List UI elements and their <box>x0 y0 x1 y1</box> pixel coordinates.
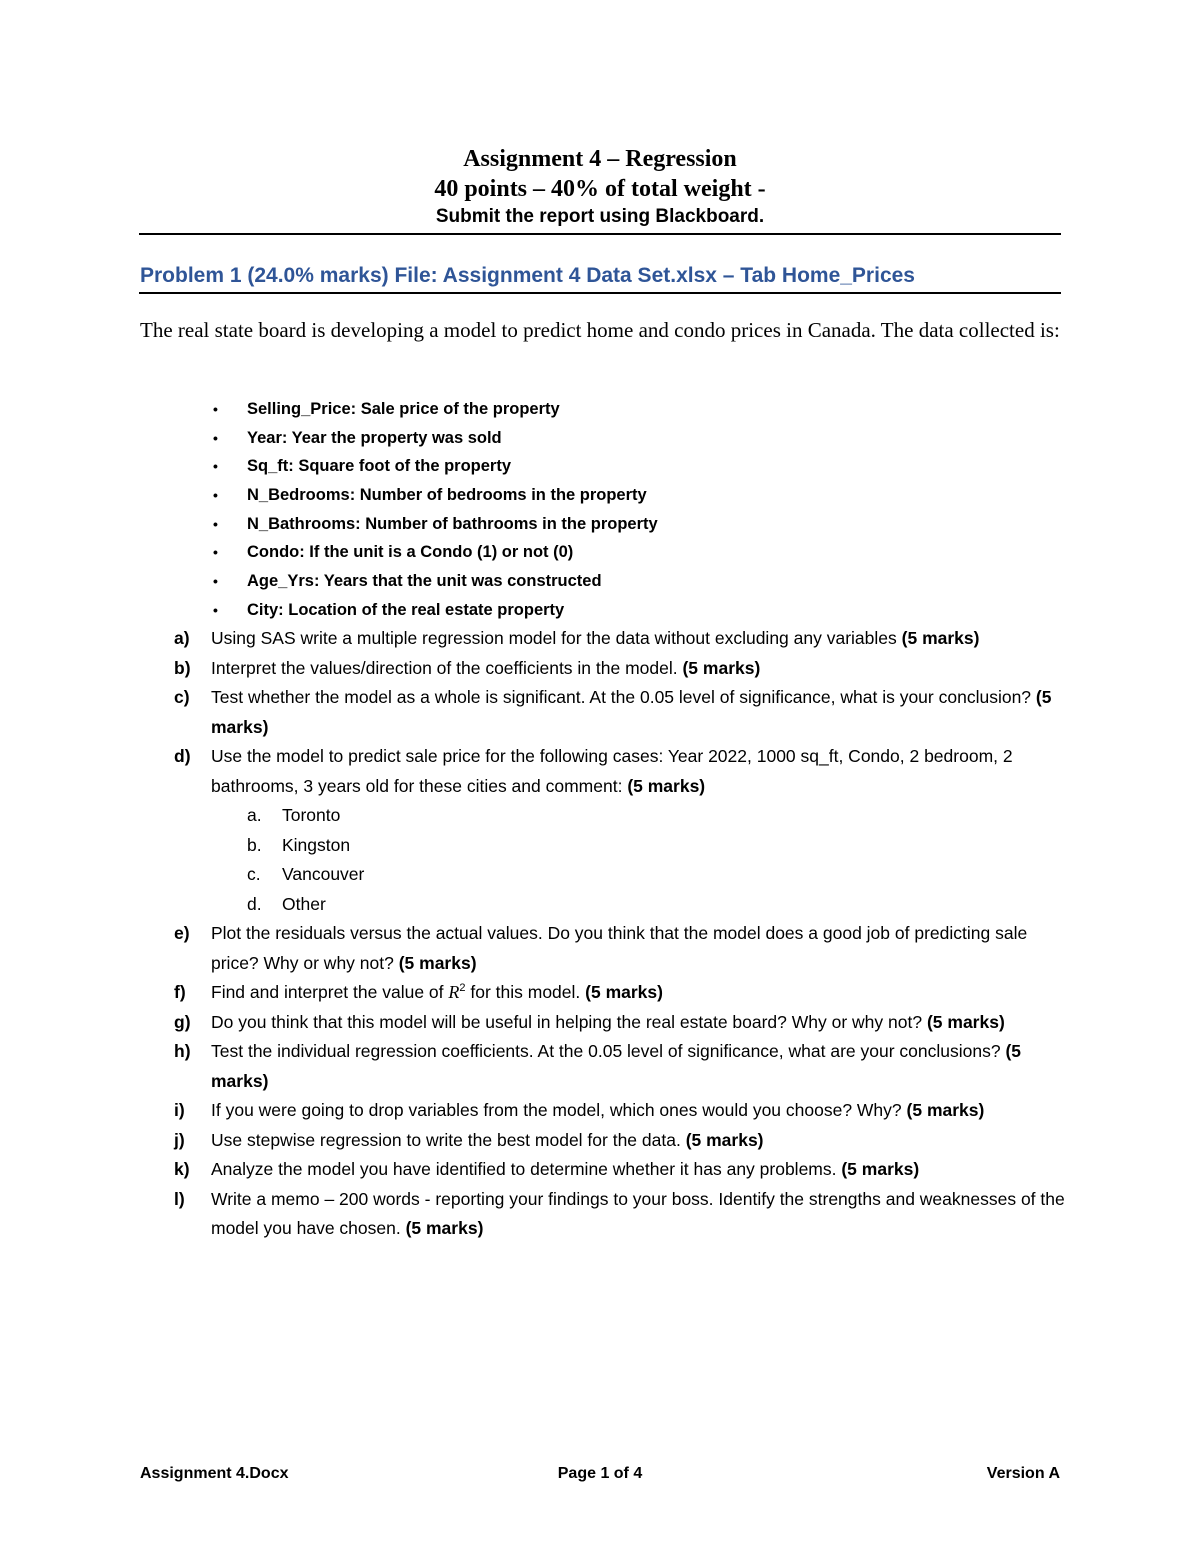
question-marks: (5 marks) <box>685 1129 764 1150</box>
question-text: Interpret the values/direction of the coefficients in the model. <box>211 657 683 678</box>
question-text: Test the individual regression coefficients. At the 0.05 level of significance, what are your conclusions? <box>211 1041 1006 1061</box>
question-text: Write a memo – 200 words - reporting your findings to your boss. Identify the strengths and weaknesses of the model you have chosen. <box>211 1188 1065 1238</box>
city-label: a. <box>247 805 262 825</box>
footer-filename: Assignment 4.Docx <box>140 1465 289 1482</box>
variable-text: Age_Yrs: Years that the unit was constructed <box>247 572 602 591</box>
question-label: i) <box>174 1100 185 1120</box>
bullet-icon: • <box>213 544 218 561</box>
question-marks: (5 marks) <box>906 1100 985 1120</box>
title-divider <box>139 233 1061 235</box>
city-vancouver <box>140 860 1070 890</box>
city-label: c. <box>247 864 261 884</box>
question-label: b) <box>174 657 191 678</box>
question-label: l) <box>174 1188 185 1209</box>
variable-text: Selling_Price: Sale price of the property <box>247 400 560 418</box>
question-label: j) <box>174 1129 185 1150</box>
question-label: a) <box>174 628 190 648</box>
question-label: c) <box>174 687 190 707</box>
question-k <box>140 1155 1070 1185</box>
bullet-icon: • <box>213 515 218 532</box>
question-label: f) <box>174 982 186 1002</box>
city-label: b. <box>247 834 262 855</box>
question-e <box>140 919 1070 978</box>
question-text: Do you think that this model will be useful in helping the real estate board? Why or why not? <box>211 1011 927 1032</box>
list-item <box>210 510 1010 539</box>
question-marks: (5 marks) <box>627 775 706 796</box>
question-j <box>140 1126 1070 1156</box>
question-text: Using SAS write a multiple regression model for the data without excluding any variables <box>211 628 902 648</box>
question-text: Analyze the model you have identified to determine whether it has any problems. <box>211 1159 842 1179</box>
list-item <box>210 481 1010 510</box>
question-marks: (5 marks) <box>682 657 761 678</box>
question-label: k) <box>174 1159 190 1179</box>
question-label: g) <box>174 1011 191 1032</box>
list-item <box>210 395 1010 424</box>
bullet-icon: • <box>213 487 218 504</box>
question-text: Use the model to predict sale price for the following cases: Year 2022, 1000 sq_ft, Condo, 2 bedroom, 2 bathrooms, 3 years old for these cities and comment: <box>211 746 1013 796</box>
title-block <box>140 144 1060 230</box>
question-marks: (5 marks) <box>398 952 477 973</box>
question-l <box>140 1185 1070 1244</box>
question-marks: (5 marks) <box>211 687 1052 737</box>
r-squared-exponent: 2 <box>459 982 466 995</box>
variable-text: Condo: If the unit is a Condo (1) or not (0) <box>247 543 574 562</box>
city-name: Toronto <box>282 805 341 825</box>
question-marks: (5 marks) <box>926 1011 1005 1032</box>
variable-text: City: Location of the real estate property <box>247 600 565 619</box>
r-squared-symbol: R <box>448 982 460 1002</box>
problem-intro: The real state board is developing a model to predict home and condo prices in Canada. The data collected is: <box>140 318 1060 342</box>
question-h <box>140 1037 1070 1096</box>
city-name: Other <box>282 893 326 914</box>
footer-version: Version A <box>986 1465 1060 1482</box>
variable-text: N_Bathrooms: Number of bathrooms in the property <box>247 514 658 533</box>
question-label: e) <box>174 923 190 943</box>
variable-text: N_Bedrooms: Number of bedrooms in the property <box>247 486 647 505</box>
question-text: Find and interpret the value of <box>211 982 449 1002</box>
list-item <box>210 596 1010 625</box>
variable-text: Sq_ft: Square foot of the property <box>247 457 511 476</box>
question-c <box>140 683 1070 742</box>
questions-list <box>140 624 1070 1244</box>
city-label: d. <box>247 893 262 914</box>
question-marks: (5 marks) <box>585 982 663 1002</box>
bullet-icon: • <box>213 601 218 618</box>
variable-text: Year: Year the property was sold <box>247 428 502 447</box>
page-footer <box>140 1462 1060 1486</box>
problem-heading: Problem 1 (24.0% marks) File: Assignment 4 Data Set.xlsx – Tab Home_Prices <box>140 264 915 287</box>
question-d <box>140 742 1070 801</box>
list-item <box>210 567 1010 596</box>
question-text: Use stepwise regression to write the best model for the data. <box>211 1129 686 1150</box>
city-kingston <box>140 831 1070 861</box>
question-i <box>140 1096 1070 1126</box>
footer-page-number: Page 1 of 4 <box>557 1465 643 1482</box>
variables-list <box>210 395 1010 625</box>
city-name: Kingston <box>282 834 351 855</box>
points-line: 40 points – 40% of total weight - <box>434 176 766 202</box>
question-label: h) <box>174 1041 191 1061</box>
bullet-icon: • <box>213 573 218 590</box>
question-text: Plot the residuals versus the actual values. Do you think that the model does a good job of predicting sale price? Why or why not? <box>211 923 1028 973</box>
question-text: for this model. <box>465 982 586 1002</box>
question-text: Test whether the model as a whole is significant. At the 0.05 level of significance, what is your conclusion? <box>211 687 1036 707</box>
submission-instructions: Submit the report using Blackboard. <box>435 206 765 227</box>
city-toronto <box>140 801 1070 831</box>
question-a <box>140 624 1070 654</box>
question-text: If you were going to drop variables from the model, which ones would you choose? Why? <box>211 1100 907 1120</box>
question-marks: (5 marks) <box>901 628 980 648</box>
problem-divider <box>139 292 1061 294</box>
list-item <box>210 538 1010 567</box>
question-marks: (5 marks) <box>405 1218 484 1238</box>
list-item <box>210 424 1010 453</box>
question-f <box>140 978 1070 1008</box>
question-b <box>140 654 1070 684</box>
city-name: Vancouver <box>282 864 365 884</box>
question-g <box>140 1008 1070 1038</box>
question-marks: (5 marks) <box>841 1159 920 1179</box>
assignment-title: Assignment 4 – Regression <box>463 146 737 172</box>
bullet-icon: • <box>213 429 218 446</box>
bullet-icon: • <box>213 458 218 475</box>
city-other <box>140 890 1070 920</box>
bullet-icon: • <box>213 401 218 417</box>
question-marks: (5 marks) <box>211 1041 1021 1091</box>
question-label: d) <box>174 746 191 766</box>
list-item <box>210 452 1010 481</box>
